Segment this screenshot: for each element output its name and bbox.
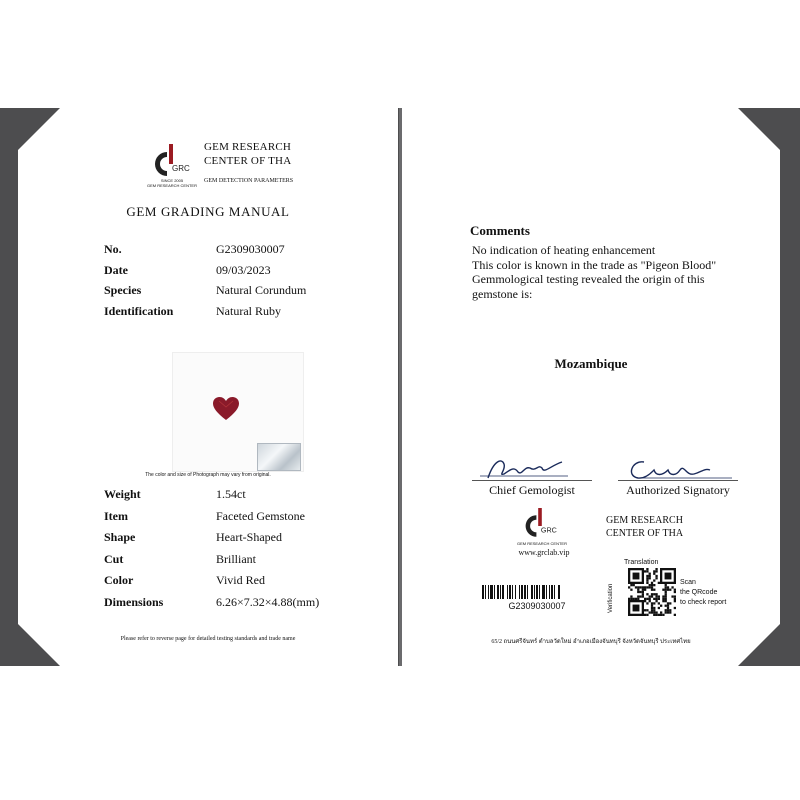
footer-note: Please refer to reverse page for detailed testing standards and trade name: [120, 636, 296, 642]
field-value: 09/03/2023: [216, 262, 271, 277]
org-line-2: CENTER OF THA: [606, 528, 684, 539]
field-value: 1.54ct: [216, 487, 246, 501]
org-line-1: GEM RESEARCH: [204, 141, 292, 153]
website: www.grclab.vip: [518, 548, 570, 557]
field-label: Color: [104, 573, 134, 587]
photo-caption: The color and size of Photograph may vary from original.: [145, 472, 271, 478]
field-value: Natural Ruby: [216, 303, 281, 318]
org-subtitle: GEM DETECTION PARAMETERS: [204, 178, 294, 184]
logo-center-name: GEM RESEARCH CENTER: [516, 541, 567, 546]
svg-text:GRC: GRC: [172, 164, 190, 173]
field-label: Item: [104, 508, 128, 523]
field-label: Species: [104, 283, 142, 297]
chief-gemologist-title: Chief Gemologist: [489, 483, 575, 497]
authorized-signatory-title: Authorized Signatory: [626, 483, 730, 497]
comments-heading: Comments: [470, 223, 530, 238]
org-line-2: CENTER OF THA: [204, 155, 292, 167]
qr-side-label: Verification: [608, 583, 614, 613]
field-label: Identification: [104, 303, 174, 318]
qr-text-line: to check report: [680, 599, 727, 606]
field-label: No.: [104, 242, 122, 256]
field-value: Brilliant: [216, 551, 256, 566]
field-label: Weight: [104, 487, 141, 501]
field-label: Cut: [104, 551, 124, 566]
comment-line: gemstone is:: [472, 286, 533, 301]
barcode-number: G2309030007: [508, 601, 566, 611]
field-value: Faceted Gemstone: [216, 508, 305, 523]
field-value: G2309030007: [216, 242, 285, 256]
qr-text-line: the QRcode: [680, 589, 718, 596]
comment-line: No indication of heating enhancement: [472, 243, 656, 257]
field-label: Date: [104, 262, 128, 277]
svg-text:GRC: GRC: [540, 525, 557, 535]
field-value: 6.26×7.32×4.88(mm): [216, 594, 320, 609]
field-label: Shape: [104, 530, 136, 544]
comment-line: Gemmological testing revealed the origin of this: [472, 272, 705, 286]
document-title: GEM GRADING MANUAL: [126, 204, 290, 219]
field-value: Vivid Red: [216, 573, 265, 587]
field-value: Heart-Shaped: [216, 530, 282, 544]
qr-text-line: Scan: [680, 579, 696, 586]
comment-line: This color is known in the trade as "Pigeon Blood": [472, 257, 717, 272]
address: 65/2 ถนนศรีจันทร์ ตำบลวัดใหม่ อำเภอเมืองจันทบุรี จังหวัดจันทบุรี ประเทศไทย: [491, 639, 691, 645]
origin-country: Mozambique: [554, 356, 628, 371]
logo-center-name: GEM RESEARCH CENTER: [146, 183, 197, 188]
field-label: Dimensions: [104, 594, 164, 609]
field-value: Natural Corundum: [216, 283, 307, 297]
folder-corners: [0, 108, 800, 666]
qr-heading: Translation: [624, 559, 659, 566]
org-line-1: GEM RESEARCH: [606, 515, 683, 526]
logo-since: SINCE 2005: [160, 178, 184, 183]
